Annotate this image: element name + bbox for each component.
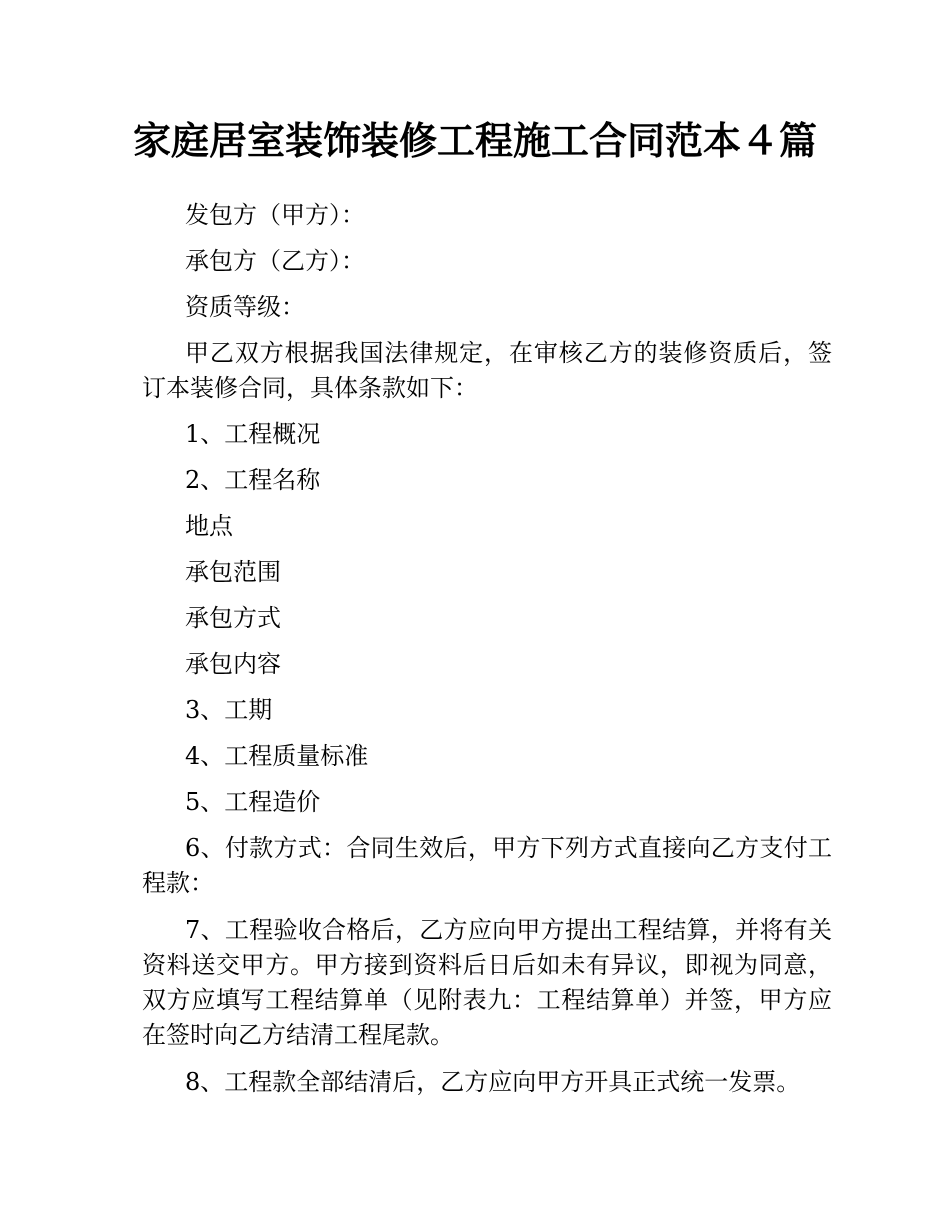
clause-2-name: 2、工程名称: [185, 466, 321, 494]
clause-4-quality: 4、工程质量标准: [185, 742, 369, 770]
party-a-line: 发包方（甲方）：: [185, 201, 365, 229]
location-line: 地点: [185, 512, 233, 540]
content-line: 承包内容: [185, 650, 281, 678]
method-line: 承包方式: [185, 604, 281, 632]
clause-8-invoice: 8、工程款全部结清后，乙方应向甲方开具正式统一发票。: [185, 1068, 801, 1096]
party-b-line: 承包方（乙方）：: [185, 247, 365, 275]
clause-3-duration: 3、工期: [185, 696, 273, 724]
document-title: 家庭居室装饰装修工程施工合同范本４篇: [132, 119, 817, 163]
qualification-line: 资质等级：: [185, 293, 305, 321]
preamble-paragraph: 甲乙双方根据我国法律规定，在审核乙方的装修资质后，签订本装修合同，具体条款如下：: [142, 339, 832, 402]
clause-1-overview: 1、工程概况: [185, 420, 321, 448]
clause-5-cost: 5、工程造价: [185, 788, 321, 816]
clause-6-payment: 6、付款方式：合同生效后，甲方下列方式直接向乙方支付工程款：: [142, 834, 832, 897]
clause-7-acceptance: 7、工程验收合格后，乙方应向甲方提出工程结算，并将有关资料送交甲方。甲方接到资料后日后如未有异议，即视为同意，双方应填写工程结算单（见附表九：工程结算单）并签，甲方应在签时向乙方结清工程尾款。: [142, 916, 832, 1049]
scope-line: 承包范围: [185, 558, 281, 586]
document-body: [142, 198, 832, 1111]
